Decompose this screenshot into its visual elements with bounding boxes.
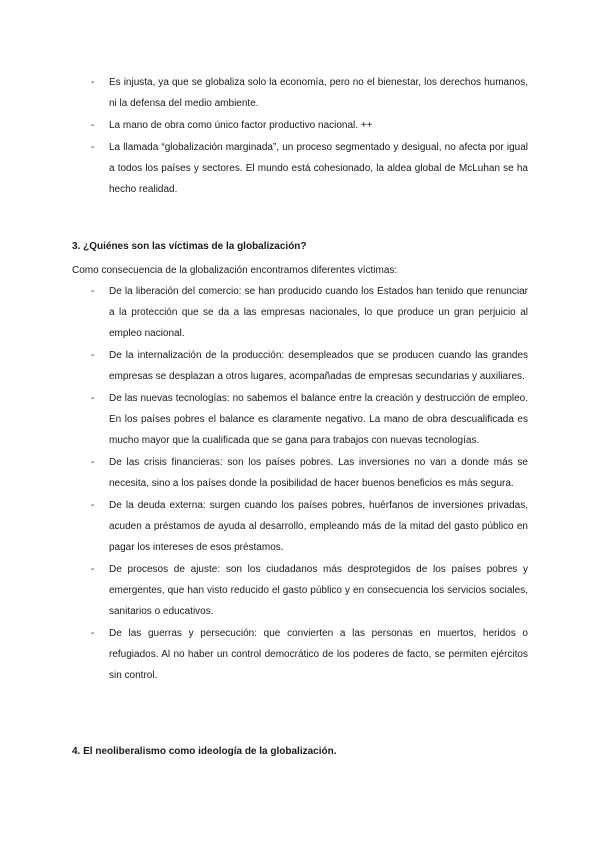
list-bullet: - <box>91 77 95 88</box>
list-bullet: - <box>91 120 95 131</box>
list-item <box>0 281 600 344</box>
list-item-text: De la deuda externa: surgen cuando los países pobres, huérfanos de inversiones privadas, acuden a préstamos de ayuda al desarrollo, empleando más de la mitad del gasto público en pagar los intereses de esos préstamos. <box>109 500 528 553</box>
list-bullet: - <box>91 142 95 153</box>
list-bullet: - <box>91 286 95 297</box>
list-bullet: - <box>91 500 95 511</box>
list-item-text: La mano de obra como único factor productivo nacional. ++ <box>109 120 373 131</box>
list-bullet: - <box>91 350 95 361</box>
list-item-text: De procesos de ajuste: son los ciudadanos más desprotegidos de los países pobres y emergentes, que han visto reducido el gasto público y en consecuencia los servicios sociales, sanitarios o educativos. <box>109 564 528 617</box>
list-item <box>0 72 600 114</box>
list-item-text: De la internalización de la producción: desempleados que se producen cuando las grandes empresas se desplazan a otros lugares, acompañadas de empresas secundarias y auxiliares. <box>109 350 528 382</box>
list-bullet: - <box>91 564 95 575</box>
list-item <box>0 115 600 136</box>
list-item <box>0 623 600 686</box>
list-item-text: De las guerras y persecución: que convierten a las personas en muertos, heridos o refugiados. Al no haber un control democrático de los poderes de facto, se permiten ejércitos sin control. <box>109 628 528 681</box>
list-item-text: De la liberación del comercio: se han producido cuando los Estados han tenido que renunciar a la protección que se da a las empresas nacionales, lo que produce un gran perjuicio al empleo nacional. <box>109 286 528 339</box>
list-item <box>0 345 600 387</box>
list-item <box>0 137 600 200</box>
list-item-text: De las nuevas tecnologías: no sabemos el balance entre la creación y destrucción de empleo. En los países pobres el balance es claramente negativo. La mano de obra descualificada es mucho mayor que la cualificada que se gana para trabajos con nuevas tecnologías. <box>109 393 528 446</box>
section-4-heading: 4. El neoliberalismo como ideología de la globalización. <box>72 746 337 757</box>
list-item <box>0 495 600 558</box>
list-item <box>0 388 600 451</box>
section-3-heading: 3. ¿Quiénes son las víctimas de la globalización? <box>72 241 307 252</box>
section-3-intro: Como consecuencia de la globalización encontramos diferentes víctimas: <box>72 265 398 276</box>
list-item-text: La llamada “globalización marginada”, un proceso segmentado y desigual, no afecta por igual a todos los países y sectores. El mundo está cohesionado, la aldea global de McLuhan se ha hecho realidad. <box>109 142 528 195</box>
list-bullet: - <box>91 393 95 404</box>
list-bullet: - <box>91 628 95 639</box>
victims-list <box>0 281 600 687</box>
list-item-text: De las crisis financieras: son los países pobres. Las inversiones no van a donde más se necesita, sino a los países donde la posibilidad de hacer buenos beneficios es más segura. <box>109 457 528 489</box>
list-item-text: Es injusta, ya que se globaliza solo la economía, pero no el bienestar, los derechos humanos, ni la defensa del medio ambiente. <box>109 77 528 109</box>
list-bullet: - <box>91 457 95 468</box>
list-item <box>0 452 600 494</box>
list-item <box>0 559 600 622</box>
consequences-list <box>0 72 600 201</box>
